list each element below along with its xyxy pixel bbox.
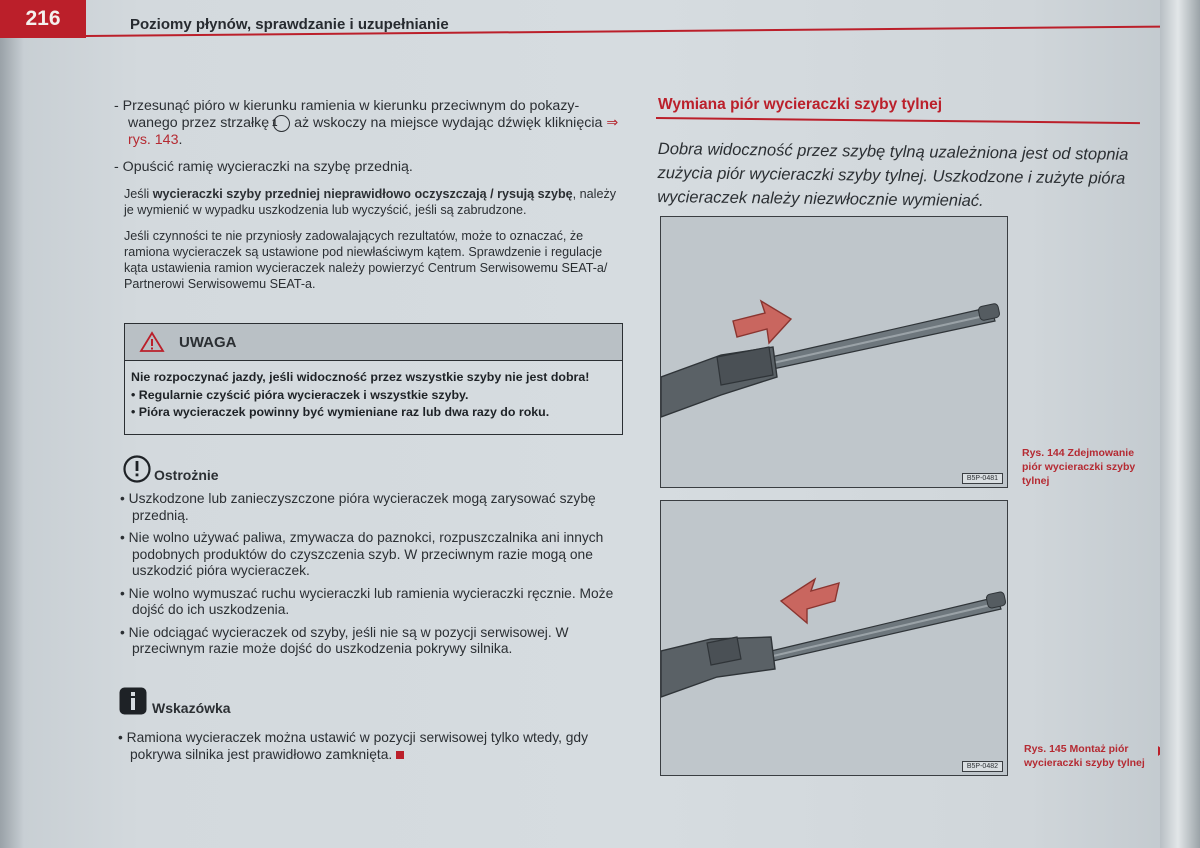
caution-item-text: Nie wolno wymuszać ruchu wycieraczki lub ramienia wycieraczki ręcznie. Może dojść do ich uszkodzenia.: [128, 585, 614, 617]
paragraph-angle: Jeśli czynności te nie przyniosły zadowalających rezultatów, może to oznaczać, że ramiona wycieraczek są ustawione pod niewłaściwym kątem. Sprawdzenie i regulacje kąta ustawienia ramion wycieraczek należy powierzyć Centrum Serwisowemu SEAT-a/ Partnerowi Serwisowemu SEAT-a.: [124, 229, 608, 291]
caution-header: [122, 454, 219, 484]
section-title: Wymiana piór wycieraczki szyby tylnej: [658, 96, 943, 113]
caution-item-text: Nie wolno używać paliwa, zmywacza do paznokci, rozpuszczalnika ani innych podobnych produktów do czyszczenia szyb. W przeciwnym razie mogą one uszkodzić pióra wycieraczek.: [128, 530, 604, 578]
left-column: [114, 98, 624, 302]
figure-number: Rys. 145: [1024, 743, 1067, 755]
warning-line-3: • Pióra wycieraczek powinny być wymieniane raz lub dwa razy do roku.: [131, 405, 550, 419]
step-1-text-b: aż wskoczy na miejsce wydając dźwięk kliknięcia: [294, 115, 603, 131]
step-1-text-a: Przesunąć pióro w kierunku ramienia w kierunku przeciwnym do pokazy-wanego przez strzałkę: [122, 98, 580, 131]
figure-144-caption: [1022, 446, 1150, 488]
page-gutter-shadow: [0, 0, 24, 848]
warning-line-1: Nie rozpoczynać jazdy, jeśli widoczność przez wszystkie szyby nie jest dobra!: [131, 370, 590, 384]
chapter-title: Poziomy płynów, sprawdzanie i uzupełnianie: [130, 16, 449, 33]
caution-item: • Uszkodzone lub zanieczyszczone pióra wycieraczek mogą zarysować szybę przednią.: [120, 491, 596, 523]
paragraph-wipers: [124, 186, 624, 218]
figure-caption-text: Zdejmowanie piór wycieraczki szyby tylnej: [1022, 447, 1136, 487]
note-title: Wskazówka: [152, 700, 231, 716]
note-item-text: Ramiona wycieraczek można ustawić w pozycji serwisowej tylko wtedy, gdy pokrywa silnika jest prawidłowo zamknięta.: [126, 730, 589, 762]
figure-reference-link[interactable]: ⇒ rys. 143: [128, 115, 619, 148]
figure-number: Rys. 144: [1022, 447, 1065, 459]
section-rule: [656, 117, 1140, 124]
step-2-text: Opuścić ramię wycieraczki na szybę przednią.: [122, 159, 413, 175]
page-number: 216: [0, 0, 86, 38]
wiper-removal-illustration: [661, 217, 1007, 487]
caution-list: [120, 491, 620, 664]
paragraph-wipers-bold: wycieraczki szyby przedniej nieprawidłowo oczyszczają / rysują szybę: [152, 187, 573, 201]
warning-body: [125, 361, 622, 422]
paragraph-wipers-b: , należy je wymienić w wypadku uszkodzenia lub wyczyścić, jeśli są zabrudzone.: [124, 187, 617, 217]
caution-exclamation-icon: [122, 454, 152, 484]
paragraph-wipers-a: Jeśli: [124, 187, 150, 201]
caution-item: • Nie odciągać wycieraczek od szyby, jeśli nie są w pozycji serwisowej. W przeciwnym razie może dojść do uszkodzenia pokrywy silnika.: [120, 624, 569, 656]
warning-box: [124, 323, 623, 435]
info-icon: [118, 686, 148, 716]
figure-code: B5P-0482: [962, 761, 1003, 772]
warning-title: UWAGA: [179, 333, 237, 351]
caution-item: • Nie wolno wymuszać ruchu wycieraczki lub ramienia wycieraczki ręcznie. Może dojść do ich uszkodzenia.: [120, 585, 614, 617]
note-list: [118, 730, 618, 769]
figure-caption-text: Montaż piór wycieraczki szyby tylnej: [1024, 743, 1145, 769]
warning-line-2: • Regularnie czyścić pióra wycieraczek i wszystkie szyby.: [131, 387, 469, 402]
callout-1-icon: 1: [273, 115, 290, 132]
warning-header: [125, 324, 622, 361]
figure-code: B5P-0481: [962, 473, 1003, 484]
page-stack-edge: [1160, 0, 1200, 848]
step-1-end: .: [178, 132, 183, 148]
warning-triangle-icon: [139, 331, 165, 353]
caution-title: Ostrożnie: [154, 467, 219, 483]
step-1: - Przesunąć pióro w kierunku ramienia w kierunku przeciwnym do pokazy-wanego przez strzałkę 1 aż wskoczy na miejsce wydając dźwięk kliknięcia ⇒ rys. 143.: [114, 98, 619, 148]
section-intro: Dobra widoczność przez szybę tylną uzależniona jest od stopnia zużycia piór wycieraczki szyby tylnej. Uszkodzone i zużyte pióra wycieraczek należy niezwłocznie wymieniać.: [657, 139, 1129, 210]
caution-item-text: Nie odciągać wycieraczek od szyby, jeśli nie są w pozycji serwisowej. W przeciwnym razie może dojść do uszkodzenia pokrywy silnika.: [128, 624, 569, 656]
note-header: [118, 686, 231, 716]
caution-item: • Nie wolno używać paliwa, zmywacza do paznokci, rozpuszczalnika ani innych podobnych produktów do czyszczenia szyb. W przeciwnym razie mogą one uszkodzić pióra wycieraczek.: [120, 530, 604, 578]
wiper-install-illustration: [661, 501, 1007, 775]
figure-145-caption: [1024, 742, 1150, 770]
end-square-icon: [396, 751, 404, 759]
caution-item-text: Uszkodzone lub zanieczyszczone pióra wycieraczek mogą zarysować szybę przednią.: [128, 491, 596, 523]
figure-144: [660, 216, 1008, 488]
note-item: • Ramiona wycieraczek można ustawić w pozycji serwisowej tylko wtedy, gdy pokrywa silnika jest prawidłowo zamknięta.: [118, 730, 589, 762]
step-2: - Opuścić ramię wycieraczki na szybę przednią.: [114, 159, 413, 175]
figure-145: [660, 500, 1008, 776]
